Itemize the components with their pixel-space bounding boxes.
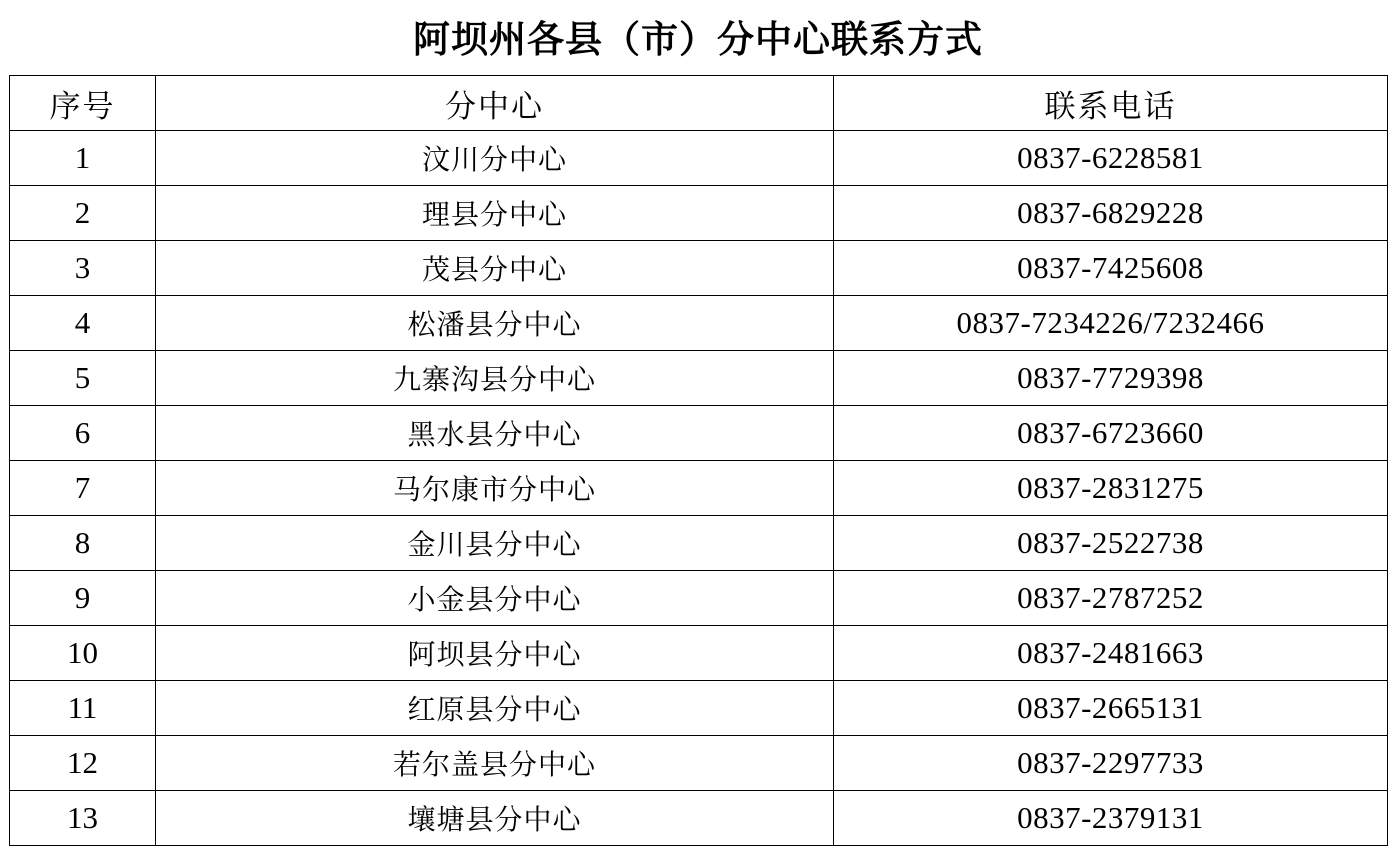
cell-name: 茂县分中心 [156, 241, 834, 296]
cell-phone: 0837-2787252 [834, 571, 1388, 626]
page-title: 阿坝州各县（市）分中心联系方式 [413, 20, 983, 61]
table-header-row [10, 76, 1388, 131]
cell-no: 13 [10, 791, 156, 846]
cell-phone: 0837-7234226/7232466 [834, 296, 1388, 351]
cell-no: 8 [10, 516, 156, 571]
cell-phone: 0837-6723660 [834, 406, 1388, 461]
contact-table [9, 75, 1388, 846]
table-row [10, 626, 1388, 681]
table-body [10, 131, 1388, 846]
cell-no: 10 [10, 626, 156, 681]
cell-phone: 0837-6829228 [834, 186, 1388, 241]
cell-no: 7 [10, 461, 156, 516]
cell-no: 3 [10, 241, 156, 296]
table-row [10, 131, 1388, 186]
cell-name: 汶川分中心 [156, 131, 834, 186]
column-header-phone: 联系电话 [834, 76, 1388, 131]
cell-name: 松潘县分中心 [156, 296, 834, 351]
cell-name: 阿坝县分中心 [156, 626, 834, 681]
cell-name: 若尔盖县分中心 [156, 736, 834, 791]
table-row [10, 296, 1388, 351]
cell-no: 1 [10, 131, 156, 186]
cell-no: 11 [10, 681, 156, 736]
cell-phone: 0837-2481663 [834, 626, 1388, 681]
cell-phone: 0837-6228581 [834, 131, 1388, 186]
cell-phone: 0837-2379131 [834, 791, 1388, 846]
column-header-no: 序号 [10, 76, 156, 131]
table-row [10, 461, 1388, 516]
cell-name: 小金县分中心 [156, 571, 834, 626]
cell-phone: 0837-2522738 [834, 516, 1388, 571]
cell-name: 金川县分中心 [156, 516, 834, 571]
column-header-name: 分中心 [156, 76, 834, 131]
cell-no: 12 [10, 736, 156, 791]
cell-no: 5 [10, 351, 156, 406]
table-row [10, 406, 1388, 461]
table-row [10, 351, 1388, 406]
cell-no: 6 [10, 406, 156, 461]
table-row [10, 571, 1388, 626]
cell-phone: 0837-2665131 [834, 681, 1388, 736]
cell-no: 2 [10, 186, 156, 241]
cell-phone: 0837-7729398 [834, 351, 1388, 406]
table-row [10, 681, 1388, 736]
table-row [10, 516, 1388, 571]
cell-phone: 0837-7425608 [834, 241, 1388, 296]
cell-name: 壤塘县分中心 [156, 791, 834, 846]
cell-no: 4 [10, 296, 156, 351]
cell-no: 9 [10, 571, 156, 626]
cell-name: 红原县分中心 [156, 681, 834, 736]
table-row [10, 186, 1388, 241]
cell-phone: 0837-2831275 [834, 461, 1388, 516]
cell-name: 九寨沟县分中心 [156, 351, 834, 406]
cell-name: 黑水县分中心 [156, 406, 834, 461]
table-row [10, 736, 1388, 791]
cell-name: 马尔康市分中心 [156, 461, 834, 516]
cell-name: 理县分中心 [156, 186, 834, 241]
table-row [10, 791, 1388, 846]
cell-phone: 0837-2297733 [834, 736, 1388, 791]
table-row [10, 241, 1388, 296]
